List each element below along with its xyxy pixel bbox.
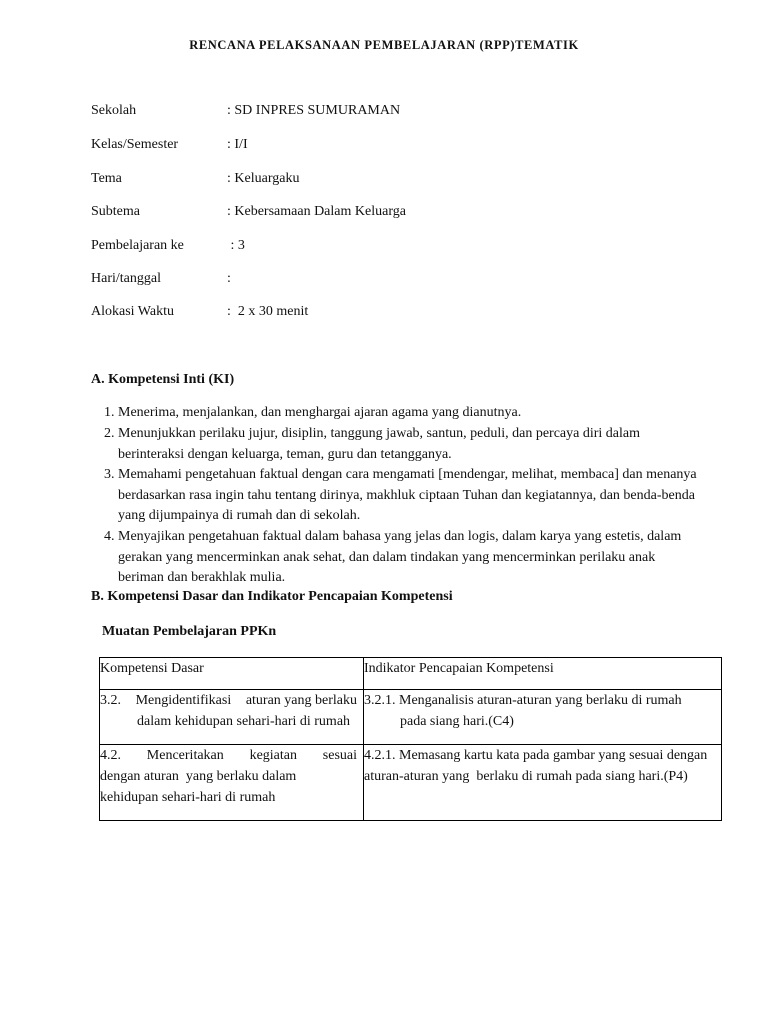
ipk-line: aturan-aturan yang berlaku di rumah pada siang hari.(P4) bbox=[364, 769, 688, 784]
identity-value: : Keluargaku bbox=[227, 171, 300, 186]
ki-item-text: Menyajikan pengetahuan faktual dalam bahasa yang jelas dan logis, dalam karya yang estetis, dalam gerakan yang mencerminkan anak sehat, dan dalam tindakan yang mencerminkan perilaku anak beriman dan berakhlak mulia. bbox=[118, 529, 682, 586]
identity-label: Subtema bbox=[91, 204, 140, 219]
identity-value: : 3 bbox=[227, 238, 245, 253]
kd-cell bbox=[100, 690, 364, 745]
table-header-row bbox=[100, 658, 722, 690]
identity-label: Hari/tanggal bbox=[91, 271, 161, 286]
kd-line: dengan aturan yang berlaku dalam bbox=[100, 769, 297, 784]
ki-item-1 bbox=[104, 403, 744, 424]
kd-word: sesuai bbox=[322, 748, 357, 763]
ki-item-number: 3. bbox=[104, 467, 115, 482]
identity-value: : bbox=[227, 271, 231, 286]
table-header-cell: Kompetensi Dasar bbox=[100, 658, 364, 690]
table-header-cell: Indikator Pencapaian Kompetensi bbox=[364, 658, 722, 690]
section-b-subtitle: Muatan Pembelajaran PPKn bbox=[102, 624, 277, 639]
identity-value: : SD INPRES SUMURAMAN bbox=[227, 103, 401, 118]
kd-line: kehidupan sehari-hari di rumah bbox=[100, 790, 276, 805]
table-row bbox=[100, 745, 722, 821]
kd-number: 3.2. bbox=[100, 693, 121, 708]
kd-line bbox=[100, 745, 363, 766]
ipk-cell bbox=[364, 690, 722, 745]
ki-item-number: 4. bbox=[104, 529, 115, 544]
kd-line: dalam kehidupan sehari-hari di rumah bbox=[137, 714, 351, 729]
section-b-title: B. Kompetensi Dasar dan Indikator Pencapaian Kompetensi bbox=[91, 589, 453, 604]
identity-value: : 2 x 30 menit bbox=[227, 304, 309, 319]
ki-item-number: 1. bbox=[104, 405, 115, 420]
ki-item-3 bbox=[104, 465, 720, 527]
identity-label: Alokasi Waktu bbox=[91, 304, 174, 319]
ki-item-text: Menunjukkan perilaku jujur, disiplin, tanggung jawab, santun, peduli, dan percaya diri dalam berinteraksi dengan keluarga, teman, guru dan tetangganya. bbox=[118, 426, 640, 462]
ki-item-text: Memahami pengetahuan faktual dengan cara mengamati [mendengar, melihat, membaca] dan menanya berdasarkan rasa ingin tahu tentang dirinya, makhluk ciptaan Tuhan dan kegiatannya, dan benda-benda yang dijumpainya di rumah dan di sekolah. bbox=[118, 467, 697, 524]
identity-label: Pembelajaran ke bbox=[91, 238, 184, 253]
ki-item-2 bbox=[104, 424, 704, 465]
ki-item-4 bbox=[104, 527, 704, 589]
identity-label: Kelas/Semester bbox=[91, 137, 179, 152]
ipk-line: 3.2.1. Menganalisis aturan-aturan yang berlaku di rumah bbox=[364, 693, 682, 708]
ipk-line: pada siang hari.(C4) bbox=[400, 714, 514, 729]
identity-label: Tema bbox=[91, 171, 122, 186]
identity-value: : I/I bbox=[227, 137, 248, 152]
kd-number: 4.2. bbox=[100, 748, 121, 763]
identity-value: : Kebersamaan Dalam Keluarga bbox=[227, 204, 406, 219]
competency-table bbox=[99, 657, 722, 821]
section-a-title: A. Kompetensi Inti (KI) bbox=[91, 372, 235, 387]
kd-line bbox=[100, 690, 363, 711]
ipk-cell bbox=[364, 745, 722, 821]
identity-label: Sekolah bbox=[91, 103, 137, 118]
kd-word: Menceritakan bbox=[146, 748, 224, 763]
kd-word: kegiatan bbox=[249, 748, 297, 763]
ki-item-number: 2. bbox=[104, 426, 115, 441]
kd-word: Mengidentifikasi bbox=[135, 693, 232, 708]
ipk-line: 4.2.1. Memasang kartu kata pada gambar yang sesuai dengan bbox=[364, 748, 708, 763]
ki-item-text: Menerima, menjalankan, dan menghargai ajaran agama yang dianutnya. bbox=[118, 405, 522, 420]
table-row bbox=[100, 690, 722, 745]
kd-cell bbox=[100, 745, 364, 821]
document-title: RENCANA PELAKSANAAN PEMBELAJARAN (RPP)TEMATIK bbox=[189, 38, 579, 52]
kd-word: aturan yang berlaku bbox=[245, 693, 357, 708]
